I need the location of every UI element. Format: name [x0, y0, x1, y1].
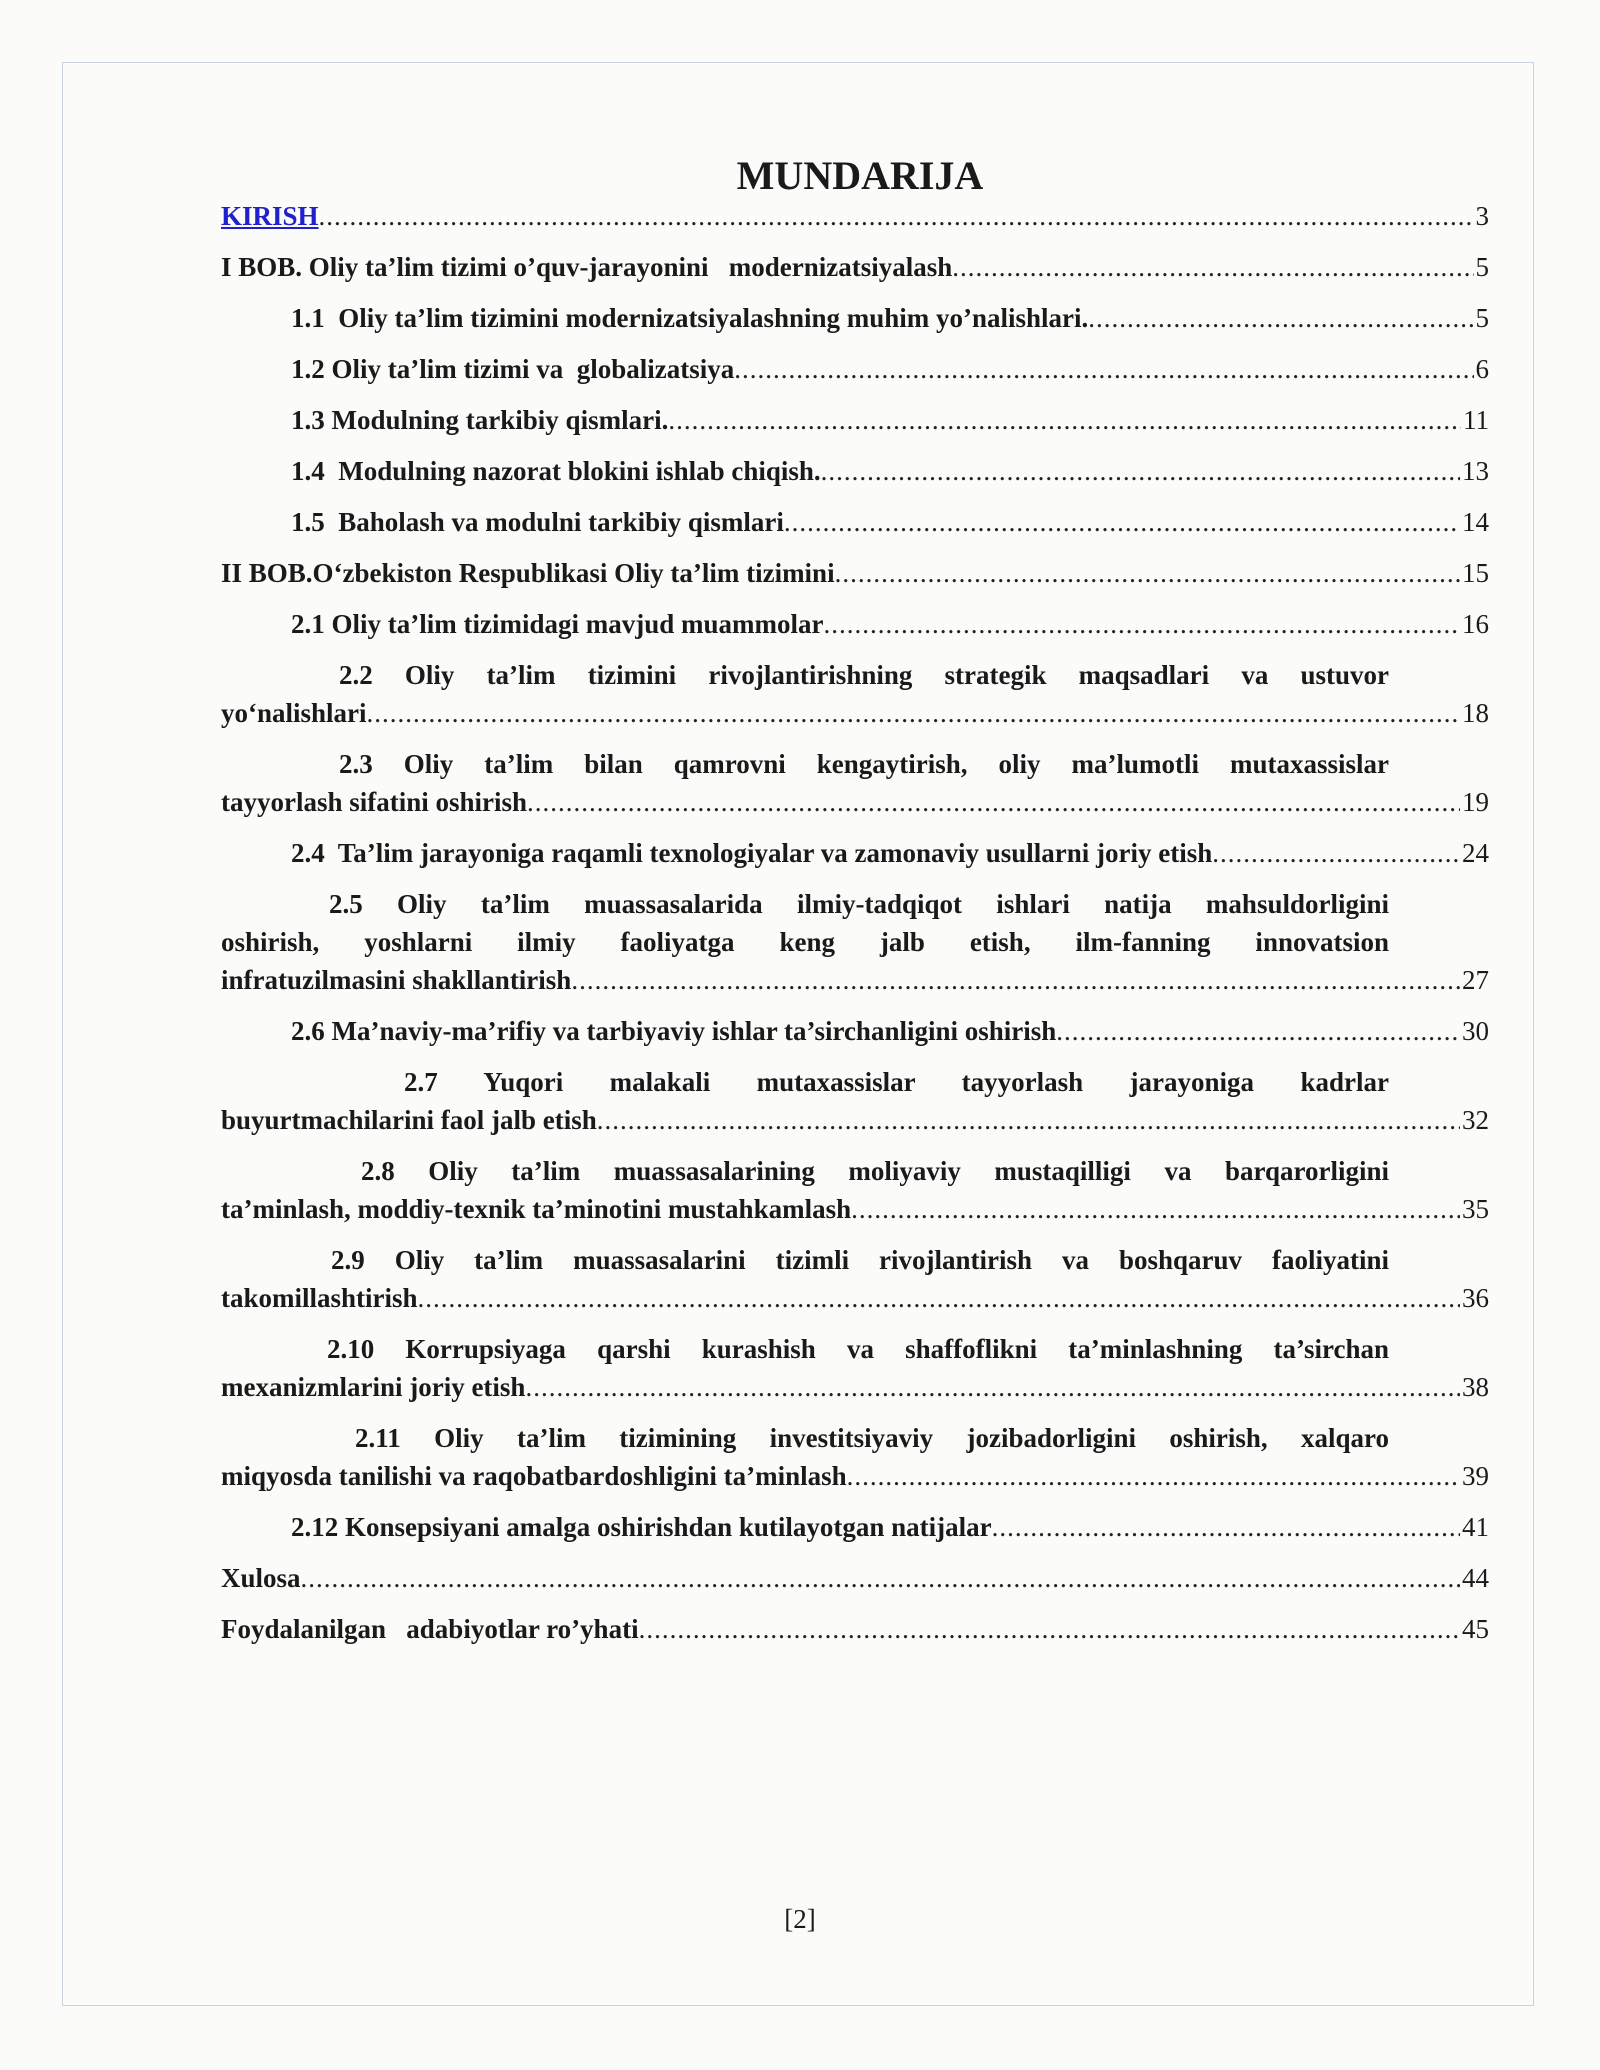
toc-entry-label: 2.7 Yuqori malakali mutaxassislar tayyorlash jarayoniga kadrlar [404, 1067, 1389, 1097]
toc-page-number: 13 [1462, 456, 1489, 486]
toc-entry-1-1 [221, 299, 1489, 337]
toc-entry-1-2 [221, 350, 1489, 388]
toc-entry-line [221, 1152, 1389, 1190]
toc-entry-2-6 [221, 1012, 1489, 1050]
toc-link-kirish[interactable]: KIRISH [221, 201, 319, 231]
toc-entry-line [221, 1368, 1489, 1406]
toc-entry-line [221, 1419, 1389, 1457]
toc-entry-2-4 [221, 834, 1489, 872]
dot-leader [1056, 1012, 1460, 1050]
toc-entry-line [221, 1190, 1489, 1228]
toc-entry-label: 2.9 Oliy ta’lim muassasalarini tizimli rivojlantirish va boshqaruv faoliyatini [331, 1245, 1389, 1275]
toc-entry-label: 2.4 Ta’lim jarayoniga raqamli texnologiyalar va zamonaviy usullarni joriy etish [291, 838, 1213, 868]
dot-leader [525, 1368, 1460, 1406]
dot-leader [734, 350, 1473, 388]
toc-list [221, 197, 1489, 1648]
toc-entry-2-12 [221, 1508, 1489, 1546]
toc-page-number: 39 [1462, 1461, 1489, 1491]
table-of-contents [221, 148, 1489, 1648]
toc-page-number: 45 [1462, 1614, 1489, 1644]
dot-leader [847, 1457, 1460, 1495]
toc-entry-label: 2.3 Oliy ta’lim bilan qamrovni kengaytirish, oliy ma’lumotli mutaxassislar [339, 749, 1389, 779]
toc-entry-label: mexanizmlarini joriy etish [221, 1372, 526, 1402]
dot-leader [367, 694, 1460, 732]
toc-entry-label: 1.2 Oliy ta’lim tizimi va globalizatsiya [291, 354, 735, 384]
toc-page-number: 5 [1475, 303, 1489, 333]
toc-entry-line [221, 961, 1489, 999]
dot-leader [571, 961, 1460, 999]
toc-entry-line [221, 923, 1389, 961]
toc-entry-1-3 [221, 401, 1489, 439]
dot-leader [639, 1610, 1460, 1648]
dot-leader [952, 248, 1473, 286]
toc-entry-1-5 [221, 503, 1489, 541]
toc-entry-line [221, 1241, 1389, 1279]
toc-entry-label: 2.11 Oliy ta’lim tizimining investitsiyaviy jozibadorligini oshirish, xalqaro [355, 1423, 1389, 1453]
toc-entry-label: infratuzilmasini shakllantirish [221, 965, 572, 995]
dot-leader [992, 1508, 1460, 1546]
toc-entry-kirish[interactable] [221, 197, 1489, 235]
toc-entry-line [221, 1330, 1389, 1368]
toc-entry-label: yo‘nalishlari [221, 698, 367, 728]
dot-leader [784, 503, 1460, 541]
toc-entry-line [221, 1063, 1389, 1101]
dot-leader [851, 1190, 1460, 1228]
toc-page-number: 36 [1462, 1283, 1489, 1313]
toc-page-number: 11 [1463, 405, 1489, 435]
toc-entry-label: 2.10 Korrupsiyaga qarshi kurashish va shaffoflikni ta’minlashning ta’sirchan [327, 1334, 1389, 1364]
toc-entry-label: 1.4 Modulning nazorat blokini ishlab chiqish. [291, 456, 821, 486]
toc-page-number: 16 [1462, 609, 1489, 639]
dot-leader [418, 1279, 1460, 1317]
dot-leader [1212, 834, 1460, 872]
toc-entry-label: 2.2 Oliy ta’lim tizimini rivojlantirishning strategik maqsadlari va ustuvor [339, 660, 1389, 690]
toc-page-number: 44 [1462, 1563, 1489, 1593]
toc-page-number: 30 [1462, 1016, 1489, 1046]
toc-page-number: 6 [1475, 354, 1489, 384]
toc-page-number: 38 [1462, 1372, 1489, 1402]
dot-leader [835, 554, 1460, 592]
toc-entry-label: 2.12 Konsepsiyani amalga oshirishdan kutilayotgan natijalar [291, 1512, 992, 1542]
toc-page-number: 14 [1462, 507, 1489, 537]
toc-entry-label: tayyorlash sifatini oshirish [221, 787, 528, 817]
toc-entry-chapter-1 [221, 248, 1489, 286]
toc-entry-2-5 [221, 885, 1489, 999]
toc-entry-2-7 [221, 1063, 1489, 1139]
toc-entry-references [221, 1610, 1489, 1648]
toc-page-number: 15 [1462, 558, 1489, 588]
toc-entry-line [221, 1101, 1489, 1139]
toc-entry-label: ta’minlash, moddiy-texnik ta’minotini mustahkamlash [221, 1194, 852, 1224]
toc-entry-2-8 [221, 1152, 1489, 1228]
toc-entry-2-11 [221, 1419, 1489, 1495]
page-title: MUNDARIJA [736, 153, 984, 198]
dot-leader [821, 452, 1460, 490]
toc-entry-2-1 [221, 605, 1489, 643]
toc-entry-line [221, 1457, 1489, 1495]
toc-entry-label: miqyosda tanilishi va raqobatbardoshligini ta’minlash [221, 1461, 847, 1491]
toc-page-number: 41 [1462, 1512, 1489, 1542]
dot-leader [319, 197, 1474, 235]
toc-entry-2-2 [221, 656, 1489, 732]
toc-entry-label: 1.3 Modulning tarkibiy qismlari. [291, 405, 669, 435]
dot-leader [301, 1559, 1460, 1597]
toc-entry-label: takomillashtirish [221, 1283, 418, 1313]
toc-page-number: 3 [1475, 201, 1489, 231]
toc-entry-2-10 [221, 1330, 1489, 1406]
toc-entry-line [221, 1279, 1489, 1317]
toc-entry-label: oshirish, yoshlarni ilmiy faoliyatga keng jalb etish, ilm-fanning innovatsion [221, 927, 1389, 957]
toc-entry-label: 2.6 Ma’naviy-ma’rifiy va tarbiyaviy ishlar ta’sirchanligini oshirish [291, 1016, 1057, 1046]
toc-entry-xulosa [221, 1559, 1489, 1597]
toc-entry-label: 2.5 Oliy ta’lim muassasalarida ilmiy-tadqiqot ishlari natija mahsuldorligini [329, 889, 1389, 919]
toc-entry-line [221, 885, 1389, 923]
dot-leader [1088, 299, 1473, 337]
page-number: [2] [784, 1904, 816, 1934]
toc-entry-label: 2.1 Oliy ta’lim tizimidagi mavjud muammolar [291, 609, 824, 639]
toc-page-number: 19 [1462, 787, 1489, 817]
toc-entry-label: 1.5 Baholash va modulni tarkibiy qismlari [291, 507, 784, 537]
toc-entry-label: 1.1 Oliy ta’lim tizimini modernizatsiyalashning muhim yo’nalishlari. [291, 303, 1089, 333]
toc-entry-2-3 [221, 745, 1489, 821]
toc-page-number: 32 [1462, 1105, 1489, 1135]
toc-entry-label: buyurtmachilarini faol jalb etish [221, 1105, 597, 1135]
toc-entry-label: Foydalanilgan adabiyotlar ro’yhati [221, 1614, 639, 1644]
toc-entry-line [221, 656, 1389, 694]
toc-entry-2-9 [221, 1241, 1489, 1317]
dot-leader [668, 401, 1461, 439]
toc-entry-label: Xulosa [221, 1563, 301, 1593]
toc-entry-line [221, 694, 1489, 732]
toc-page-number: 18 [1462, 698, 1489, 728]
toc-page-number: 27 [1462, 965, 1489, 995]
toc-entry-line [221, 783, 1489, 821]
toc-page-number: 5 [1475, 252, 1489, 282]
dot-leader [527, 783, 1460, 821]
toc-entry-label: 2.8 Oliy ta’lim muassasalarining moliyaviy mustaqilligi va barqarorligini [361, 1156, 1389, 1186]
toc-entry-label: II BOB.O‘zbekiston Respublikasi Oliy ta’lim tizimini [221, 558, 835, 588]
toc-page-number: 35 [1462, 1194, 1489, 1224]
toc-page-number: 24 [1462, 838, 1489, 868]
dot-leader [597, 1101, 1460, 1139]
toc-entry-label: I BOB. Oliy ta’lim tizimi o’quv-jarayonini modernizatsiyalash [221, 252, 953, 282]
toc-entry-chapter-2 [221, 554, 1489, 592]
dot-leader [823, 605, 1460, 643]
toc-entry-line [221, 745, 1389, 783]
toc-entry-1-4 [221, 452, 1489, 490]
